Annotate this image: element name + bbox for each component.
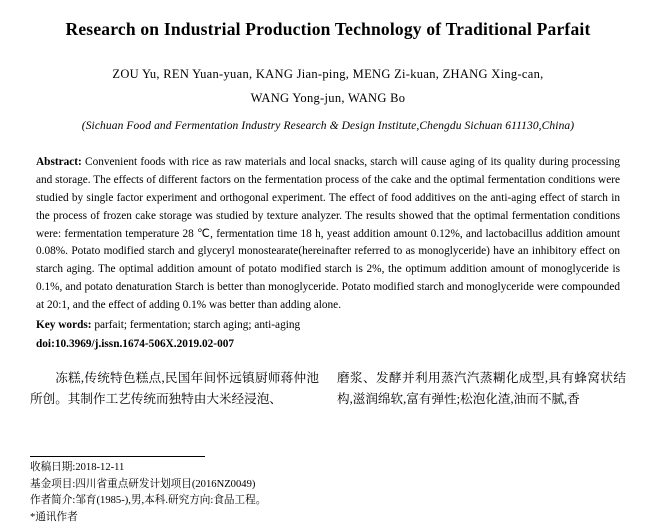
affiliation: (Sichuan Food and Fermentation Industry Research & Design Institute,Chengdu Sichuan 611130,China) — [81, 120, 575, 133]
body-columns — [30, 368, 626, 411]
doi-line: doi:10.3969/j.issn.1674-506X.2019.02-007 — [36, 337, 235, 350]
fund-project: 基金项目:四川省重点研发计划项目(2016NZ0049) — [30, 478, 256, 490]
author-list — [30, 63, 626, 111]
abstract-section — [30, 154, 626, 353]
keywords-label: Key words: — [36, 318, 92, 331]
author-line-2: WANG Yong-jun, WANG Bo — [250, 90, 406, 105]
keywords-line — [36, 317, 620, 335]
footnote-block — [30, 456, 330, 526]
right-column — [337, 368, 626, 411]
body-paragraph-right: 磨浆、发酵并利用蒸汽汽蒸糊化成型,具有蜂窝状结构,滋润绵软,富有弹性;松泡化渣,油而不腻,香 — [337, 370, 626, 407]
author-line-1: ZOU Yu, REN Yuan-yuan, KANG Jian-ping, MENG Zi-kuan, ZHANG Xing-can, — [112, 66, 544, 81]
abstract-text: Convenient foods with rice as raw materials and local snacks, starch will cause aging of its quality during processing and storage. The effects of different factors on the fermentation process of the cake and the optimal fermentation conditions were studied by single factor experiment and orthogonal experiment. The effect of food additives on the anti-aging effect of starch in the process of frozen cake storage was studied by texture analyzer. The results showed that the optimal fermentation conditions were: fermentation temperature 28 ℃, fermentation time 18 h, yeast addition amount 0.12%, and lactobacillus addition amount 0.08%. Potato modified starch and glyceryl monostearate(hereinafter referred to as monoglyceride) have an inhibitory effect on starch aging. The optimal addition amount of potato modified starch is 2%, the optimum addition amount of monoglyceride is 0.1%, and potato denaturation Starch is better than monoglyceride. Potato modified starch and monoglyceride were compounded at 20:1, and the effect of adding 0.1% was better than adding alone. — [36, 156, 620, 311]
received-date: 收稿日期:2018-12-11 — [30, 462, 125, 474]
abstract-label: Abstract: — [36, 156, 82, 169]
left-column — [30, 368, 319, 411]
body-paragraph-left: 冻糕,传统特色糕点,民国年间怀远镇厨师蒋仲池所创。其制作工艺传统而独特由大米经浸泡、 — [30, 370, 319, 407]
keywords-text: parfait; fermentation; starch aging; anti-aging — [94, 318, 301, 331]
corresponding-author-note: *通讯作者 — [30, 511, 78, 523]
footnote-divider — [30, 456, 205, 457]
author-bio: 作者简介:邹育(1985-),男,本科.研究方向:食品工程。 — [30, 495, 267, 507]
page-title: Research on Industrial Production Technology of Traditional Parfait — [65, 19, 591, 39]
